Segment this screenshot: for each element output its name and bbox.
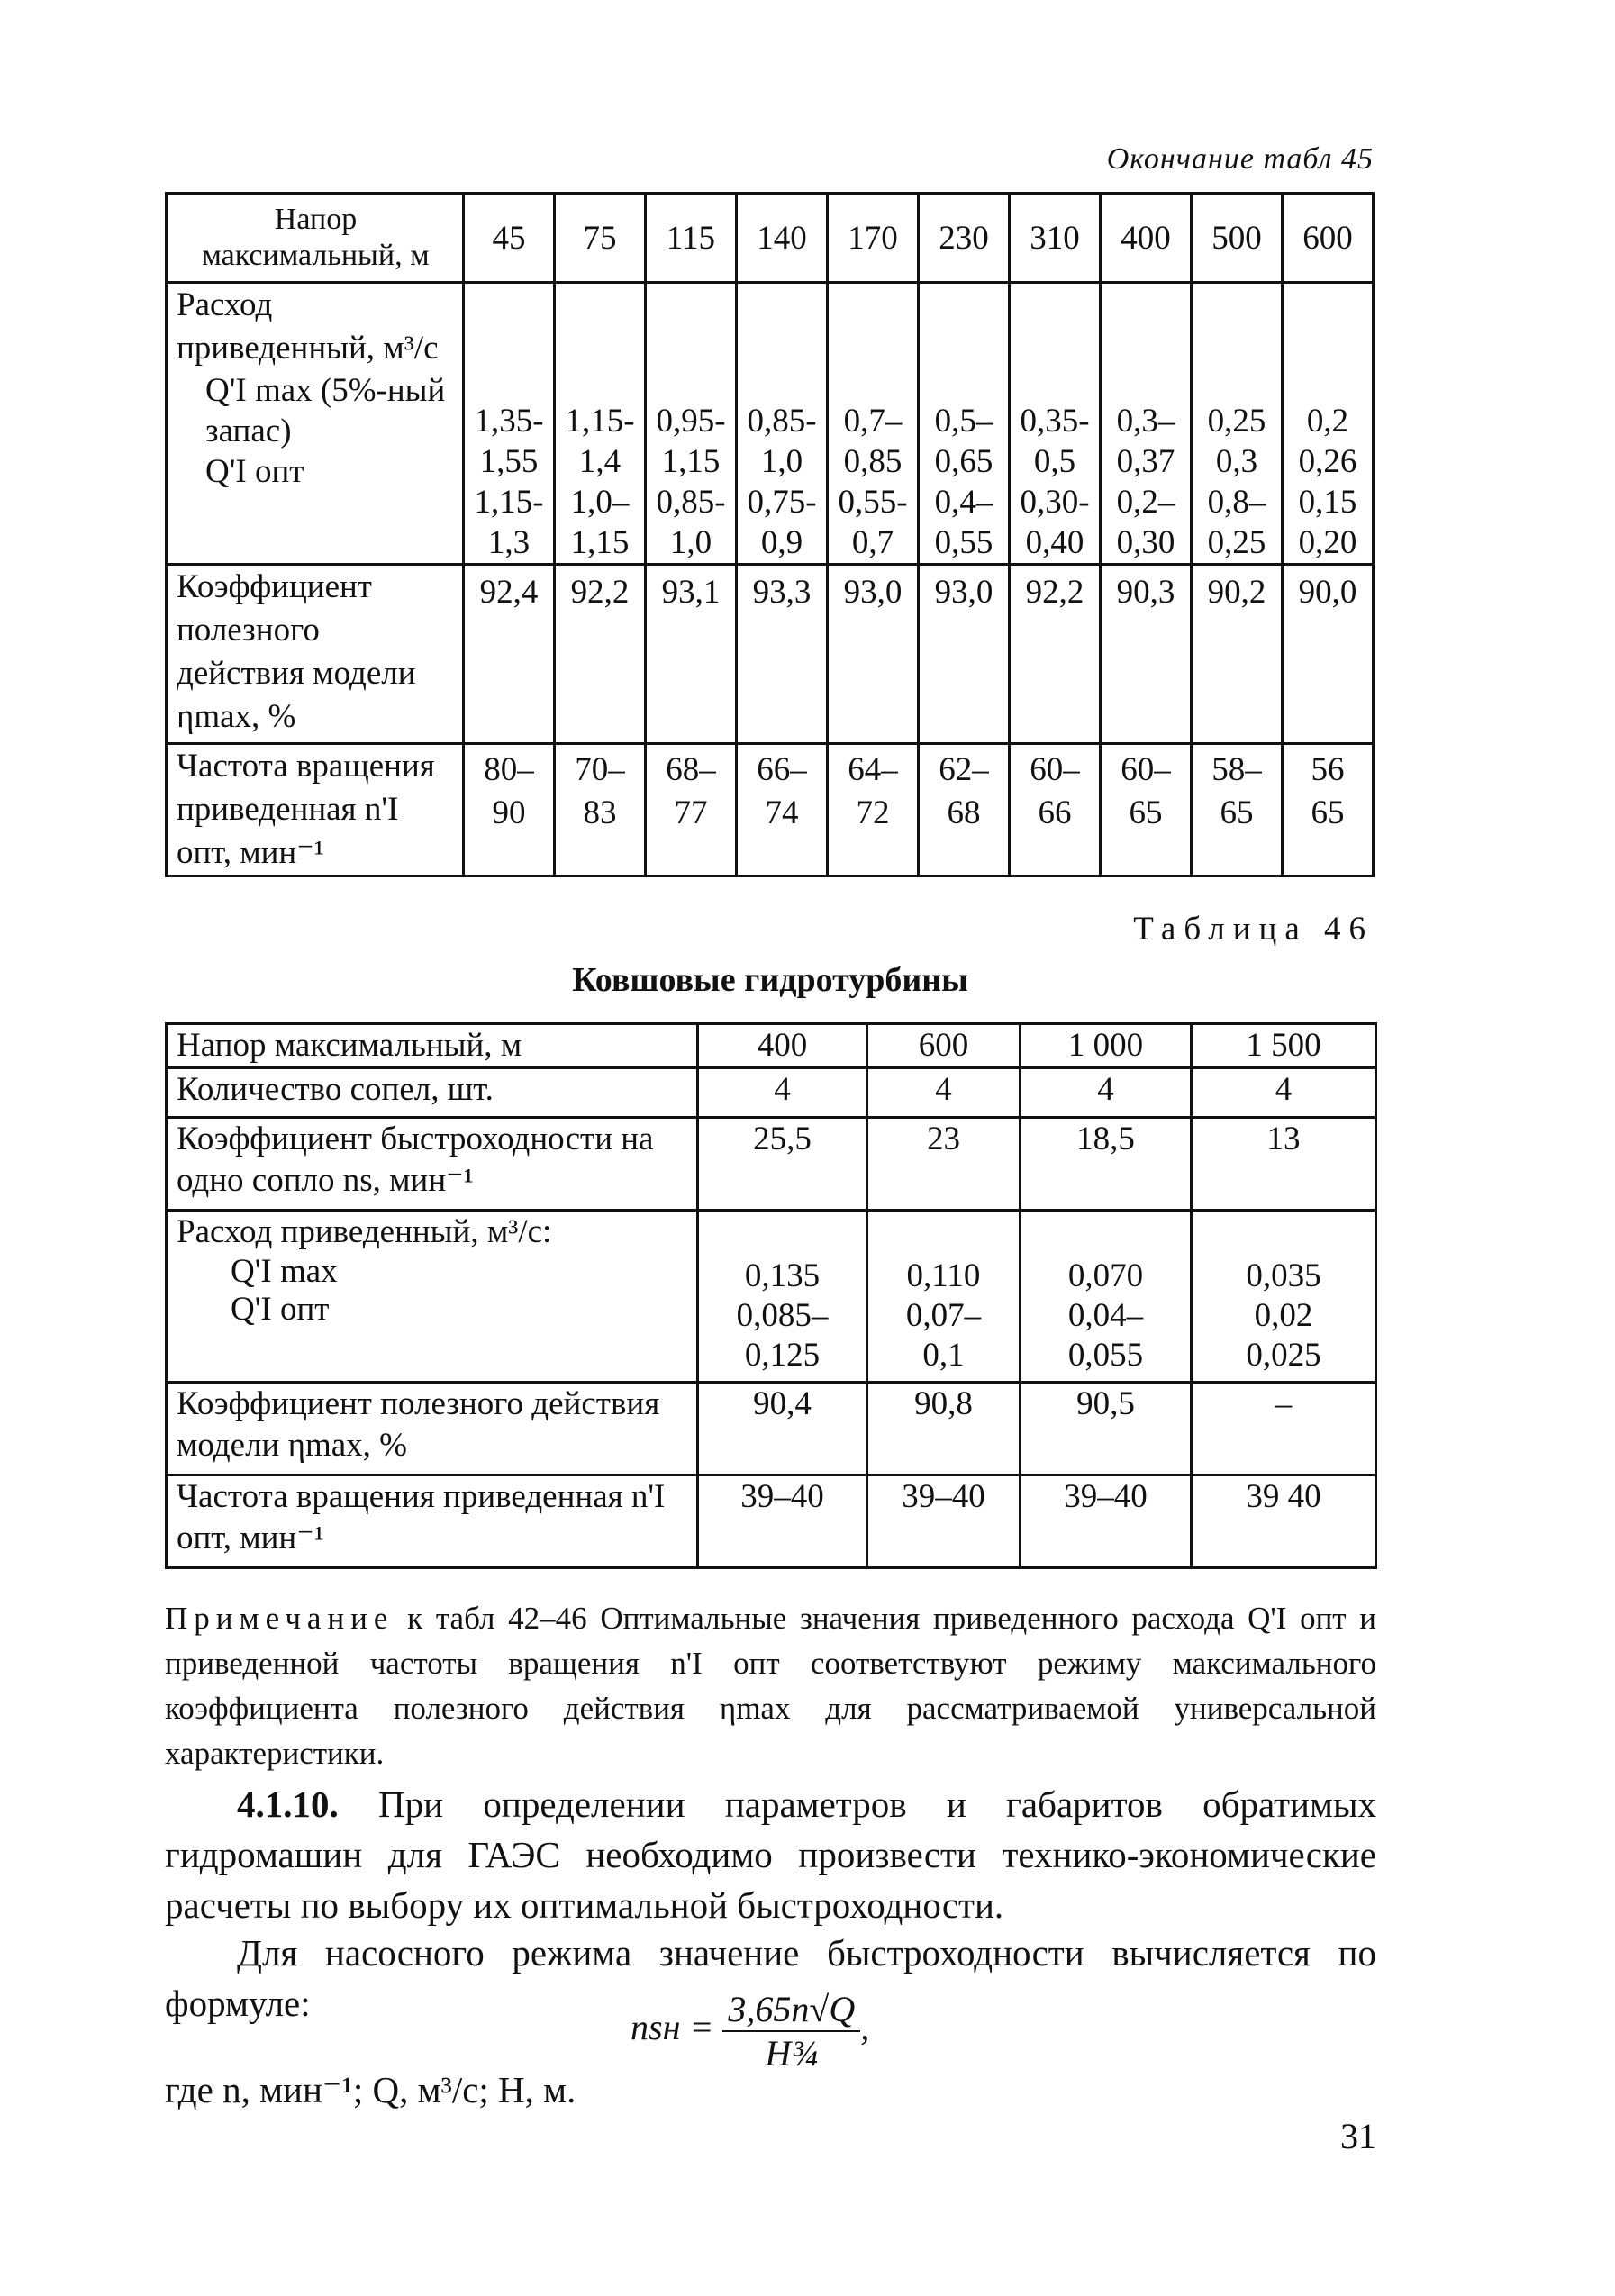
flow-value <box>1101 283 1192 565</box>
formula-tail: , <box>860 2007 870 2048</box>
cell-line: 0,5– <box>934 403 993 440</box>
cell-line: 0,4– <box>934 484 993 521</box>
flow-title <box>177 284 455 370</box>
table-46-label: Таблица 46 <box>1133 911 1374 948</box>
efficiency-label: Коэффициент полезного действия модели ηmax, % <box>167 565 464 744</box>
efficiency-value: 90,5 <box>1021 1383 1192 1475</box>
cell-line: 0,37 <box>1116 443 1175 480</box>
speed-value <box>1101 744 1192 876</box>
paragraph-pump-mode: Для насосного режима значение быстроходности вычисляется по формуле: <box>165 1932 1376 2024</box>
flow-cell <box>1193 401 1281 563</box>
speed-coef-value: 23 <box>867 1118 1021 1211</box>
cell-line: 0,85- <box>747 403 817 440</box>
cell-line: 0,20 <box>1298 524 1357 561</box>
cell-line: 65 <box>1220 794 1254 831</box>
cell-line: 66– <box>757 751 807 788</box>
flow-title <box>177 1212 696 1253</box>
qmax-label: Q'I max (5%-ный запас) <box>205 372 446 449</box>
cell-line: 1,0 <box>669 524 712 561</box>
cell-line: 1,55 <box>479 443 539 480</box>
cell-line: 58– <box>1211 751 1262 788</box>
speed-cell <box>1284 749 1372 835</box>
speed-cell <box>1011 749 1099 835</box>
speed-coef-value: 25,5 <box>698 1118 867 1211</box>
flow-value <box>698 1211 867 1383</box>
cell-line: 1,0– <box>570 484 630 521</box>
flow-cell <box>556 401 644 563</box>
cell-line: 62– <box>939 751 989 788</box>
cell-line: 0,25 <box>1207 403 1266 440</box>
speed-cell <box>647 749 735 835</box>
flow-value <box>1192 283 1283 565</box>
speed-coef-value: 18,5 <box>1021 1118 1192 1211</box>
cell-line: 0,110 <box>906 1257 981 1294</box>
flow-value <box>919 283 1010 565</box>
formula-legend: где n, мин⁻¹; Q, м³/с; H, м. <box>165 2069 576 2110</box>
cell-line: 0,30- <box>1020 484 1090 521</box>
nozzles-value: 4 <box>867 1068 1021 1118</box>
flow-cell <box>1021 1257 1190 1375</box>
table-46-title: Ковшовые гидротурбины <box>572 961 968 999</box>
flow-label <box>167 283 464 565</box>
flow-value <box>1192 1211 1376 1383</box>
flow-cell <box>699 1257 866 1375</box>
cell-line: 0,070 <box>1067 1257 1144 1294</box>
cell-line: 0,7– <box>843 403 903 440</box>
head-value: 1 000 <box>1021 1024 1192 1068</box>
cell-line: 74 <box>765 794 799 831</box>
cell-line: 1,15 <box>570 524 630 561</box>
page-number: 31 <box>1340 2116 1376 2156</box>
efficiency-value: 93,1 <box>646 565 737 744</box>
efficiency-value: 90,8 <box>867 1383 1021 1475</box>
flow-cell <box>1284 401 1372 563</box>
cell-line: 0,125 <box>744 1337 821 1374</box>
head-value: 1 500 <box>1192 1024 1376 1068</box>
cell-line: Расход приведенный, м³/с: <box>177 1213 552 1250</box>
cell-line: 0,025 <box>1246 1337 1321 1374</box>
cell-line: 0,30 <box>1116 524 1175 561</box>
cell-line: 66 <box>1038 794 1072 831</box>
cell-line: 0,15 <box>1298 484 1357 521</box>
speed-value <box>646 744 737 876</box>
efficiency-value: 93,0 <box>828 565 919 744</box>
speed-value <box>464 744 555 876</box>
flow-cell <box>1193 1257 1375 1375</box>
paragraph-4-1-10 <box>165 1779 1376 1930</box>
speed-value: 39–40 <box>698 1475 867 1568</box>
cell-line: 0,85- <box>656 484 726 521</box>
cell-line: 0,1 <box>922 1337 965 1374</box>
cell-line: 65 <box>1129 794 1163 831</box>
flow-label <box>167 1211 698 1383</box>
cell-line: 0,95- <box>656 403 726 440</box>
speed-cell <box>738 749 826 835</box>
cell-line: 0,8– <box>1207 484 1266 521</box>
qopt-label: Q'I опт <box>231 1291 330 1328</box>
flow-cell <box>465 401 553 563</box>
speed-value: 39–40 <box>867 1475 1021 1568</box>
flow-value <box>646 283 737 565</box>
head-value: 400 <box>698 1024 867 1068</box>
cell-line: 60– <box>1030 751 1080 788</box>
cell-line: 0,2– <box>1116 484 1175 521</box>
cell-line: 83 <box>583 794 617 831</box>
cell-line: 80– <box>484 751 534 788</box>
cell-line: 90 <box>492 794 526 831</box>
efficiency-value: 92,2 <box>1010 565 1101 744</box>
head-value: 500 <box>1192 194 1283 283</box>
flow-cell <box>738 401 826 563</box>
cell-line: 0,2 <box>1306 403 1349 440</box>
nozzles-value: 4 <box>698 1068 867 1118</box>
formula-numerator: 3,65n√Q <box>722 1988 860 2032</box>
head-value: 400 <box>1101 194 1192 283</box>
flow-value <box>555 283 646 565</box>
cell-line: 0,035 <box>1246 1257 1321 1294</box>
head-value: 75 <box>555 194 646 283</box>
head-label: Напор максимальный, м <box>167 194 464 283</box>
flow-value <box>1283 283 1374 565</box>
head-value: 600 <box>867 1024 1021 1068</box>
cell-line: 1,15 <box>661 443 721 480</box>
cell-line: 1,0 <box>760 443 803 480</box>
cell-line: 0,26 <box>1298 443 1357 480</box>
flow-cell <box>868 1257 1019 1375</box>
cell-line: 0,25 <box>1207 524 1266 561</box>
speed-cell <box>829 749 917 835</box>
head-value: 45 <box>464 194 555 283</box>
cell-line: 1,15- <box>474 484 544 521</box>
nozzles-value: 4 <box>1021 1068 1192 1118</box>
cell-line: 0,35- <box>1020 403 1090 440</box>
cell-line: 0,55 <box>934 524 993 561</box>
head-value: 140 <box>737 194 828 283</box>
cell-line: 1,4 <box>578 443 622 480</box>
flow-value <box>464 283 555 565</box>
speed-cell <box>1102 749 1190 835</box>
cell-line: 64– <box>848 751 898 788</box>
cell-line: 0,85 <box>843 443 903 480</box>
speed-cell <box>556 749 644 835</box>
cell-line: 0,75- <box>747 484 817 521</box>
cell-line: 0,40 <box>1025 524 1084 561</box>
cell-line: 0,07– <box>905 1297 982 1334</box>
head-value: 230 <box>919 194 1010 283</box>
speed-cell <box>465 749 553 835</box>
table-46 <box>165 1022 1377 1569</box>
flow-value <box>1010 283 1101 565</box>
formula-fraction <box>722 1988 860 2074</box>
cell-line: 0,3– <box>1116 403 1175 440</box>
efficiency-value: 92,4 <box>464 565 555 744</box>
table-note <box>165 1596 1376 1776</box>
head-value: 310 <box>1010 194 1101 283</box>
cell-line: 0,65 <box>934 443 993 480</box>
cell-line: 0,55- <box>838 484 908 521</box>
speed-cell <box>920 749 1008 835</box>
nozzles-value: 4 <box>1192 1068 1376 1118</box>
speed-value <box>1010 744 1101 876</box>
paragraph-number: 4.1.10. <box>237 1783 339 1825</box>
speed-coef-label: Коэффициент быстроходности на одно сопло ns, мин⁻¹ <box>167 1118 698 1211</box>
cell-line: 0,7 <box>851 524 894 561</box>
cell-line: 1,3 <box>487 524 531 561</box>
speed-value <box>1192 744 1283 876</box>
flow-cell <box>1102 401 1190 563</box>
cell-line: 70– <box>575 751 625 788</box>
flow-cell <box>920 401 1008 563</box>
formula-denominator: H¾ <box>765 2033 819 2074</box>
cell-line: 77 <box>674 794 708 831</box>
formula-lhs: nsн = <box>631 2007 714 2048</box>
cell-line: 0,5 <box>1033 443 1076 480</box>
speed-cell <box>1193 749 1281 835</box>
cell-line: 68– <box>666 751 716 788</box>
efficiency-value: 90,2 <box>1192 565 1283 744</box>
efficiency-value: 90,0 <box>1283 565 1374 744</box>
efficiency-value: 90,4 <box>698 1383 867 1475</box>
qopt-label: Q'I опт <box>205 453 304 490</box>
cell-line: 0,04– <box>1067 1297 1144 1334</box>
cell-line: 0,085– <box>736 1297 829 1334</box>
head-value: 115 <box>646 194 737 283</box>
cell-line: 68 <box>947 794 981 831</box>
speed-value <box>828 744 919 876</box>
cell-line: 1,15- <box>565 403 635 440</box>
qmax-label: Q'I max <box>231 1253 338 1290</box>
speed-value <box>1283 744 1374 876</box>
cell-line: 0,3 <box>1215 443 1258 480</box>
efficiency-value: 90,3 <box>1101 565 1192 744</box>
efficiency-value: 93,3 <box>737 565 828 744</box>
speed-value: 39–40 <box>1021 1475 1192 1568</box>
speed-value <box>555 744 646 876</box>
flow-value <box>828 283 919 565</box>
flow-cell <box>647 401 735 563</box>
head-value: 170 <box>828 194 919 283</box>
efficiency-value: – <box>1192 1383 1376 1475</box>
cell-line: 56 <box>1311 751 1345 788</box>
note-text: к табл 42–46 Оптимальные значения приведенного расхода Q'I опт и приведенной частоты вращения n'I опт соответствуют режиму максимального коэффициента полезного действия ηmax для рассматриваемой универсальной характеристики. <box>165 1601 1377 1771</box>
efficiency-value: 92,2 <box>555 565 646 744</box>
note-prefix: Примечание <box>165 1601 395 1636</box>
head-label: Напор максимальный, м <box>167 1024 698 1068</box>
flow-value <box>1021 1211 1192 1383</box>
speed-value: 39 40 <box>1192 1475 1376 1568</box>
cell-line: 0,02 <box>1254 1297 1313 1334</box>
flow-cell <box>1011 401 1099 563</box>
cell-line: 1,35- <box>474 403 544 440</box>
paragraph-text: При определении параметров и габаритов обратимых гидромашин для ГАЭС необходимо произвести технико-экономические расчеты по выбору их оптимальной быстроходности. <box>165 1783 1376 1926</box>
table-45 <box>165 192 1375 877</box>
speed-label: Частота вращения приведенная n'I опт, мин⁻¹ <box>167 744 464 876</box>
flow-value <box>737 283 828 565</box>
speed-coef-value: 13 <box>1192 1118 1376 1211</box>
formula-specific-speed <box>631 1988 869 2074</box>
flow-cell <box>829 401 917 563</box>
table-continuation-label: Окончание табл 45 <box>1106 142 1374 176</box>
cell-line: 60– <box>1121 751 1171 788</box>
speed-label: Частота вращения приведенная n'I опт, мин⁻¹ <box>167 1475 698 1568</box>
cell-line: 0,135 <box>744 1257 821 1294</box>
efficiency-label: Коэффициент полезного действия модели ηmax, % <box>167 1383 698 1475</box>
speed-value <box>737 744 828 876</box>
cell-line: 72 <box>856 794 890 831</box>
flow-value <box>867 1211 1021 1383</box>
cell-line: 0,9 <box>760 524 803 561</box>
speed-value <box>919 744 1010 876</box>
head-value: 600 <box>1283 194 1374 283</box>
cell-line: 65 <box>1311 794 1345 831</box>
nozzles-label: Количество сопел, шт. <box>167 1068 698 1118</box>
efficiency-value: 93,0 <box>919 565 1010 744</box>
cell-line: 0,055 <box>1067 1337 1144 1374</box>
cell-line: Расход приведенный, м³/с <box>177 286 439 367</box>
